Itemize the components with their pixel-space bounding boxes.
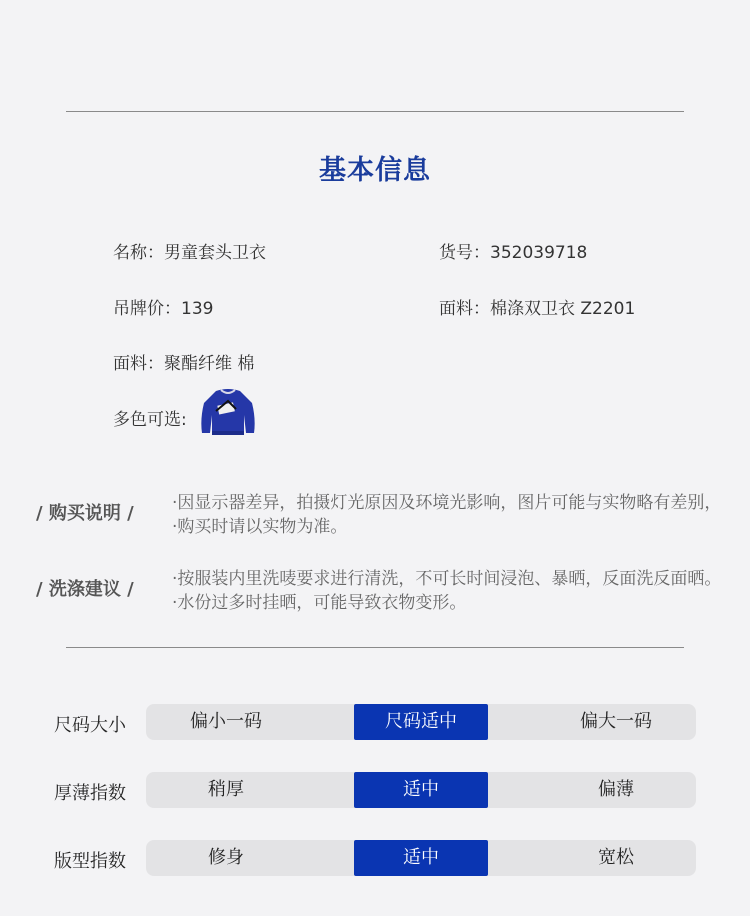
product-sku: 货号：352039718 [439, 243, 588, 263]
purchase-note-1: ·因显示器差异，拍摄灯光原因及环境光影响，图片可能与实物略有差别， [172, 493, 722, 513]
purchase-notes-label: / 购买说明 / [36, 503, 134, 524]
color-swatch-sweatshirt[interactable] [198, 385, 258, 439]
size-option-fit[interactable]: 尺码适中 [354, 704, 488, 740]
middle-divider [66, 647, 684, 648]
material: 面料：聚酯纤维 棉 [113, 354, 255, 374]
size-option-large[interactable]: 偏大一码 [580, 711, 652, 732]
cut-option-regular[interactable]: 适中 [354, 840, 488, 876]
washing-note-2: ·水份过多时挂晒，可能导致衣物变形。 [172, 593, 467, 613]
cut-scale-label: 版型指数 [54, 851, 126, 872]
cut-option-loose[interactable]: 宽松 [598, 847, 634, 868]
size-scale-label: 尺码大小 [54, 715, 126, 736]
section-title: 基本信息 [319, 155, 431, 186]
fabric-type: 面料：棉涤双卫衣 Z2201 [439, 299, 636, 319]
cut-option-slim[interactable]: 修身 [208, 847, 244, 868]
cut-scale [146, 840, 696, 876]
thickness-option-thick[interactable]: 稍厚 [208, 779, 244, 800]
thickness-scale-label: 厚薄指数 [54, 783, 126, 804]
thickness-option-thin[interactable]: 偏薄 [598, 779, 634, 800]
tag-price: 吊牌价：139 [113, 299, 214, 319]
washing-advice-label: / 洗涤建议 / [36, 579, 134, 600]
size-scale [146, 704, 696, 740]
washing-note-1: ·按服装内里洗唛要求进行清洗，不可长时间浸泡、暴晒，反面洗反面晒。 [172, 569, 722, 589]
top-divider [66, 111, 684, 112]
product-name: 名称：男童套头卫衣 [113, 243, 266, 263]
purchase-note-2: ·购买时请以实物为准。 [172, 517, 348, 537]
size-option-small[interactable]: 偏小一码 [190, 711, 262, 732]
thickness-scale [146, 772, 696, 808]
colors-label: 多色可选: [113, 410, 187, 430]
thickness-option-medium[interactable]: 适中 [354, 772, 488, 808]
